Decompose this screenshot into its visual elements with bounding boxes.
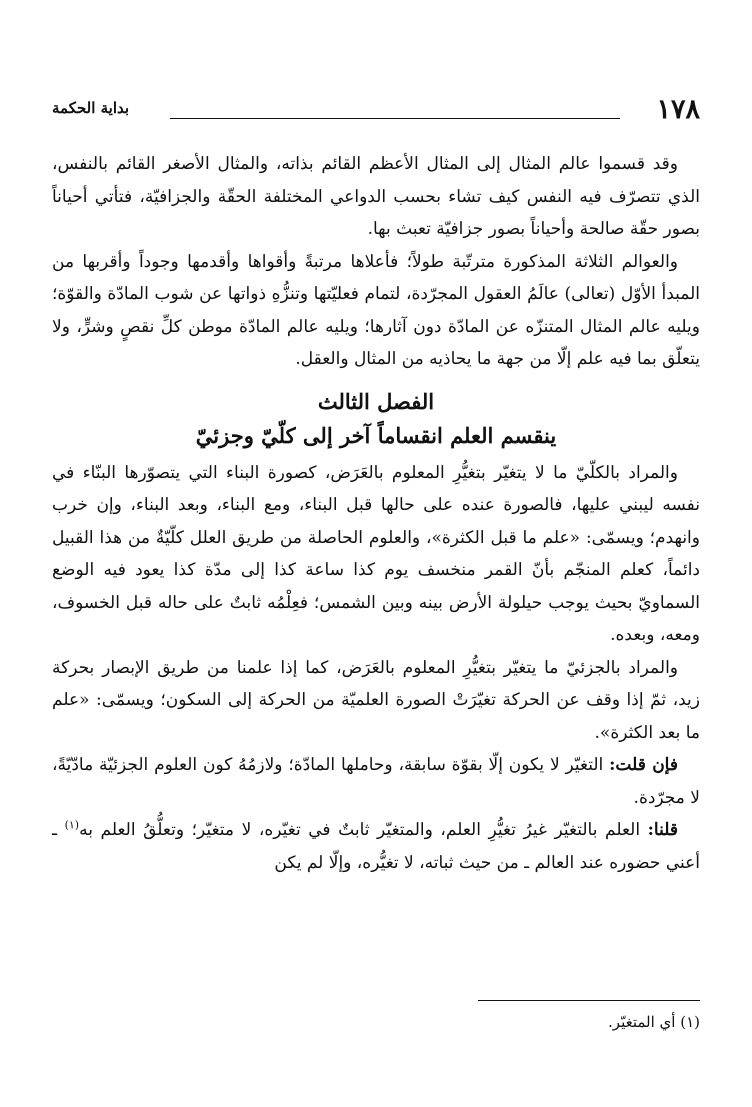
objection-text: التغيّر لا يكون إلّا بقوّة سابقة، وحاملها المادّة؛ ولازمُهُ كون العلوم الجزئيّة مادّيّةً، لا مجرّدة. bbox=[52, 755, 700, 808]
reply-text: العلم بالتغيّر غيرُ تغيُّرِ العلم، والمتغيّر ثابتٌ في تغيّره، لا متغيّر؛ وتعلُّقُ العلم به bbox=[79, 820, 648, 840]
running-title: بداية الحكمة bbox=[52, 99, 130, 117]
book-page bbox=[52, 88, 700, 1088]
paragraph-objection bbox=[52, 749, 700, 814]
paragraph-three-worlds: والعوالم الثلاثة المذكورة مترتّبة طولاً؛ فأعلاها مرتبةً وأقواها وأقدمها وجوداً وأقربها من المبدأ الأوّل (تعالى) عالَمُ العقول المجرّدة، لتمام فعليّتها وتنزُّهِ ذواتها عن شوب المادّة والقوّة؛ ويليه عالم المثال المتنزّه عن المادّة دون آثارها؛ ويليه عالم المادّة موطن كلِّ نقصٍ وشرٍّ، ولا يتعلّق بما فيه علم إلّا من جهة ما يحاذيه من المثال والعقل. bbox=[52, 251, 700, 369]
header-rule bbox=[170, 118, 620, 119]
objection-lead: فإن قلت: bbox=[609, 755, 678, 775]
chapter-title: الفصل الثالث bbox=[317, 388, 435, 414]
paragraph-imaginal-world: وقد قسموا عالم المثال إلى المثال الأعظم القائم بذاته، والمثال الأصغر القائم بالنفس، الذي تتصرّف فيه النفس كيف تشاء بحسب الدواعي المختلفة الحقّة والجزافيّة، فتأتي أحياناً بصور حقّة صالحة وأحياناً بصور جزافيّة تعبث بها. bbox=[52, 154, 700, 239]
chapter-subtitle: ينقسم العلم انقساماً آخر إلى كلّيّ وجزئيّ bbox=[195, 422, 557, 448]
reply-lead: قلنا: bbox=[647, 820, 678, 840]
paragraph-reply bbox=[52, 814, 700, 879]
reply-tail: ـ أعني حضوره عند العالم ـ من حيث ثباته، لا تغيُّره، وإلّا لم يكن bbox=[52, 820, 700, 873]
footnote-marker: (١) bbox=[64, 818, 80, 832]
running-header bbox=[52, 88, 700, 128]
paragraph-particular-knowledge: والمراد بالجزئيّ ما يتغيّر بتغيُّرِ المعلوم بالعَرَض، كما إذا علمنا من طريق الإبصار بحركة زيد، ثمّ إذا وقف عن الحركة تغيّرَتْ الصورة العلميّة من الحركة إلى السكون؛ ويسمّى: «علم ما بعد الكثرة». bbox=[52, 657, 700, 743]
footnote: (١) أي المتغيّر. bbox=[608, 1013, 700, 1031]
page-body bbox=[52, 148, 700, 879]
footnote-rule bbox=[478, 1000, 700, 1001]
page-number: ١٧٨ bbox=[656, 94, 700, 125]
paragraph-universal-knowledge: والمراد بالكلّيّ ما لا يتغيّر بتغيُّرِ المعلوم بالعَرَض، كصورة البناء التي يتصوّرها البنّاء في نفسه ليبني عليها، فالصورة عنده على حالها قبل البناء، ومع البناء، وبعد البناء، وإن خرب وانهدم؛ ويسمّى: «علم ما قبل الكثرة»، والعلوم الحاصلة من طريق العلل كلّيّةٌ من هذا القبيل دائماً، كعلم المنجّم بأنّ القمر منخسف يوم كذا ساعة كذا إلى مدّة كذا يعود فيه الوضع السماويّ بحيث يوجب حيلولة الأرض بينه وبين الشمس؛ فعِلْمُه ثابتٌ على حاله قبل الخسوف، ومعه، وبعده. bbox=[52, 462, 700, 645]
